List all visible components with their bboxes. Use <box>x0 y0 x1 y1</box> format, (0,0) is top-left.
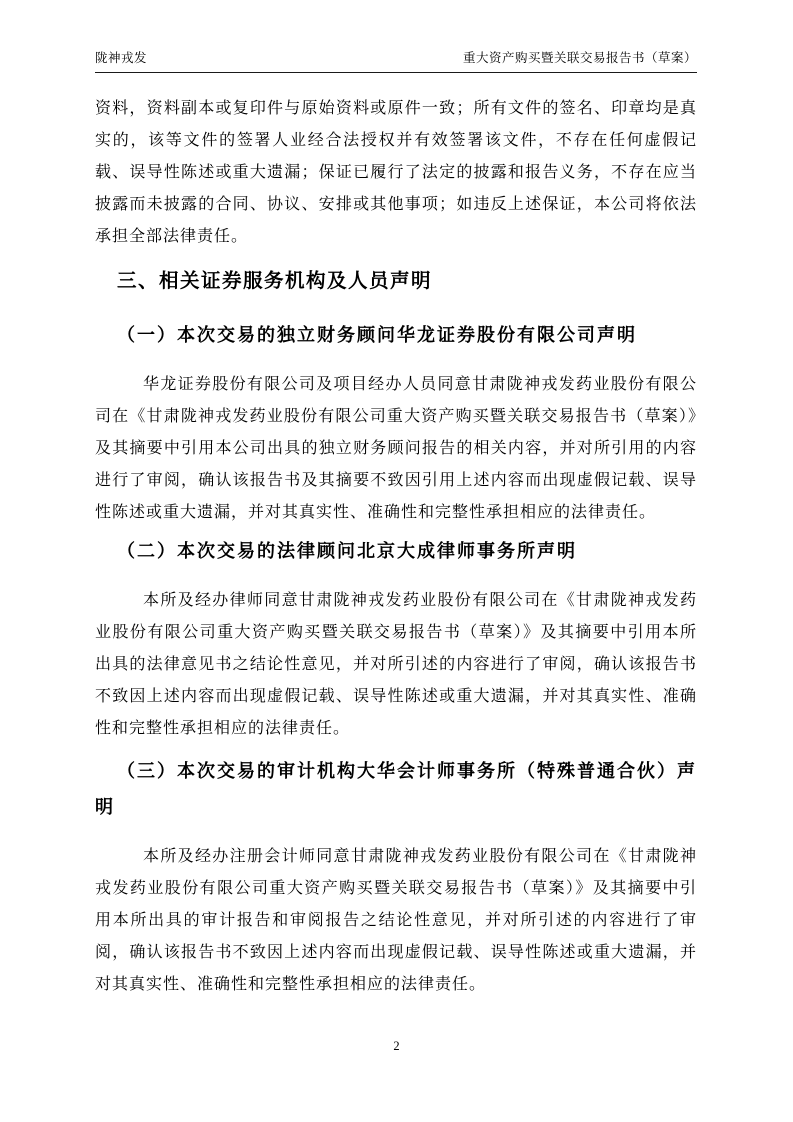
page-header <box>95 48 697 73</box>
header-company-name: 陇神戎发 <box>95 51 148 65</box>
subsection-heading-audit-firm: （三）本次交易的审计机构大华会计师事务所（特殊普通合伙）声明 <box>95 761 697 817</box>
subsection-heading-financial-advisor: （一）本次交易的独立财务顾问华龙证券股份有限公司声明 <box>117 325 637 345</box>
header-document-title: 重大资产购买暨关联交易报告书（草案） <box>462 51 697 65</box>
subsection-paragraph-audit-firm: 本所及经办注册会计师同意甘肃陇神戎发药业股份有限公司在《甘肃陇神戎发药业股份有限公司重大资产购买暨关联交易报告书（草案）》及其摘要中引用本所出具的审计报告和审阅报告之结论性意见，并对所引述的内容进行了审阅，确认该报告书不致因上述内容而出现虚假记载、误导性陈述或重大遗漏，并对其真实性、准确性和完整性承担相应的法律责任。 <box>95 848 697 993</box>
section-heading: 三、相关证券服务机构及人员声明 <box>117 270 433 292</box>
subsection-paragraph-legal-advisor: 本所及经办律师同意甘肃陇神戎发药业股份有限公司在《甘肃陇神戎发药业股份有限公司重大资产购买暨关联交易报告书（草案）》及其摘要中引用本所出具的法律意见书之结论性意见，并对所引述的内容进行了审阅，确认该报告书不致因上述内容而出现虚假记载、误导性陈述或重大遗漏，并对其真实性、准确性和完整性承担相应的法律责任。 <box>95 592 697 737</box>
continuation-paragraph: 资料，资料副本或复印件与原始资料或原件一致；所有文件的签名、印章均是真实的，该等文件的签署人业经合法授权并有效签署该文件，不存在任何虚假记载、误导性陈述或重大遗漏；保证已履行了法定的披露和报告义务，不存在应当披露而未披露的合同、协议、安排或其他事项；如违反上述保证，本公司将依法承担全部法律责任。 <box>95 100 697 245</box>
page-number: 2 <box>393 1039 400 1053</box>
subsection-heading-legal-advisor: （二）本次交易的法律顾问北京大成律师事务所声明 <box>117 541 577 561</box>
subsection-paragraph-financial-advisor: 华龙证券股份有限公司及项目经办人员同意甘肃陇神戎发药业股份有限公司在《甘肃陇神戎发药业股份有限公司重大资产购买暨关联交易报告书（草案）》及其摘要中引用本公司出具的独立财务顾问报告的相关内容，并对所引用的内容进行了审阅，确认该报告书及其摘要不致因引用上述内容而出现虚假记载、误导性陈述或重大遗漏，并对其真实性、准确性和完整性承担相应的法律责任。 <box>95 376 697 521</box>
